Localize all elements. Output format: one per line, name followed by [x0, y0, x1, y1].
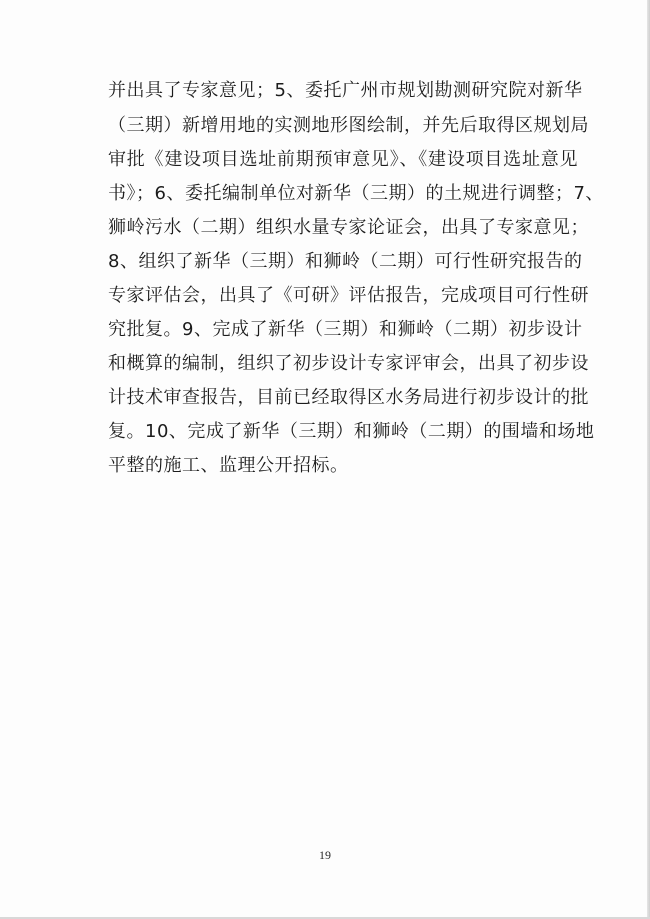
- page-number: 19: [319, 848, 331, 862]
- text-line-4: 书》；6、委托编制单位对新华（三期）的土规进行调整；7、: [108, 183, 604, 204]
- text-line-5: 狮岭污水（二期）组织水量专家论证会，出具了专家意见；: [108, 217, 589, 238]
- text-line-6: 8、组织了新华（三期）和狮岭（二期）可行性研究报告的: [108, 251, 583, 272]
- text-line-3: 审批《建设项目选址前期预审意见》、《建设项目选址意见: [108, 149, 578, 170]
- text-line-9: 和概算的编制，组织了初步设计专家评审会，出具了初步设: [108, 353, 589, 374]
- text-line-11: 复。10、完成了新华（三期）和狮岭（二期）的围墙和场地: [108, 421, 595, 442]
- text-line-7: 专家评估会，出具了《可研》评估报告，完成项目可行性研: [108, 285, 589, 306]
- text-line-1: 并出具了专家意见；5、委托广州市规划勘测研究院对新华: [108, 80, 583, 101]
- text-line-8: 究批复。9、完成了新华（三期）和狮岭（二期）初步设计: [108, 319, 583, 340]
- text-line-12: 平整的施工、监理公开招标。: [108, 455, 349, 476]
- text-line-10: 计技术审查报告，目前已经取得区水务局进行初步设计的批: [108, 387, 589, 408]
- text-line-2: （三期）新增用地的实测地形图绘制，并先后取得区规划局: [108, 115, 589, 136]
